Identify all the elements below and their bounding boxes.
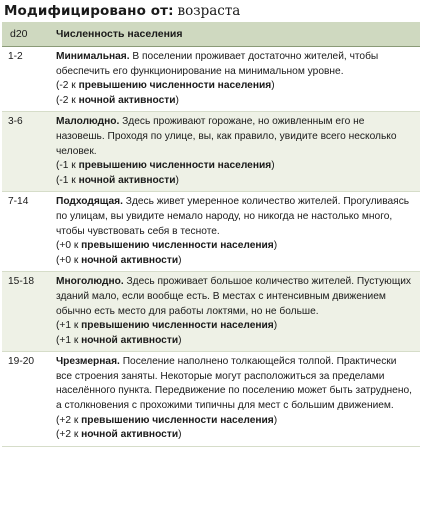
modifier-name: ночной активности	[81, 254, 179, 266]
description-text: Здесь проживают горожане, но оживленным его не назовешь. Проходя по улице, вы, как правило, увидите всего несколько человек.	[56, 116, 397, 157]
modifier-name: превышению численности населения	[81, 320, 274, 332]
modifier-overpopulation	[56, 79, 414, 94]
population-description	[48, 112, 420, 192]
modifier-night-activity	[56, 428, 414, 443]
modifier-overpopulation	[56, 159, 414, 174]
modifier-prefix: (+0 к	[56, 240, 82, 252]
modifier-night-activity	[56, 94, 414, 109]
modifier-suffix: )	[175, 174, 179, 186]
modifier-suffix: )	[178, 429, 182, 441]
population-level: Подходящая.	[56, 196, 123, 208]
modifier-name: ночной активности	[78, 94, 176, 106]
modifier-suffix: )	[271, 80, 275, 92]
population-level: Малолюдно.	[56, 116, 120, 128]
table-header-row	[2, 22, 420, 47]
population-level: Многолюдно.	[56, 276, 124, 288]
modifier-prefix: (-1 к	[56, 160, 79, 172]
modified-by-heading	[0, 0, 422, 22]
population-level: Минимальная.	[56, 51, 130, 62]
modifier-night-activity	[56, 334, 414, 349]
modifier-name: превышению численности населения	[78, 160, 272, 172]
modifier-suffix: )	[273, 320, 278, 332]
modifier-prefix: (-2 к	[56, 80, 79, 92]
column-header-population: Численность населения	[48, 22, 420, 47]
description-text: В поселении проживает достаточно жителей, чтобы обеспечить его функционирование на минимальном уровне.	[56, 51, 379, 77]
modifier-prefix: (+2 к	[56, 414, 82, 426]
roll-range: 1-2	[2, 47, 48, 112]
modifier-suffix: )	[273, 240, 278, 252]
modifier-suffix: )	[175, 94, 179, 106]
population-table	[2, 22, 420, 447]
population-description	[48, 192, 420, 272]
modifier-suffix: )	[178, 254, 182, 266]
modifier-overpopulation	[56, 319, 414, 334]
modifier-prefix: (-1 к	[56, 174, 79, 186]
population-level: Чрезмерная.	[56, 356, 120, 368]
modifier-prefix: (+2 к	[56, 429, 82, 441]
modified-by-value: возраста	[177, 3, 241, 19]
description-text: Здесь живет умеренное количество жителей. Прогуливаясь по улицам, вы увидите немало народу, но никогда не настолько много, чтобы чувствовать себя в тесноте.	[56, 196, 410, 237]
description-text: Здесь проживает большое количество жителей. Пустующих зданий мало, если вообще есть. В местах с интенсивным движением обычно есть место для работы локтями, но не больше.	[56, 276, 411, 317]
modifier-prefix: (+1 к	[56, 334, 82, 346]
modified-by-label: Модифицировано от:	[4, 3, 174, 19]
modifier-suffix: )	[178, 334, 182, 346]
modifier-overpopulation	[56, 414, 414, 429]
roll-range: 7-14	[2, 192, 48, 272]
table-row	[2, 112, 420, 192]
modifier-suffix: )	[271, 160, 275, 172]
table-row	[2, 47, 420, 112]
modifier-prefix: (-2 к	[56, 94, 79, 106]
modifier-overpopulation	[56, 239, 414, 254]
table-row	[2, 272, 420, 352]
population-description	[48, 272, 420, 352]
modifier-night-activity	[56, 174, 414, 189]
description-text: Поселение наполнено толкающейся толпой. Практически все строения заняты. Некоторые могут расположиться за пределами населённого пункта. Передвижение по поселению может быть затруднено, а столкновения с прохожими типичны для мест с большим движением.	[56, 356, 412, 412]
roll-range: 15-18	[2, 272, 48, 352]
table-row	[2, 192, 420, 272]
modifier-name: ночной активности	[81, 429, 179, 441]
roll-range: 3-6	[2, 112, 48, 192]
modifier-prefix: (+0 к	[56, 254, 82, 266]
modifier-night-activity	[56, 254, 414, 269]
population-description	[48, 47, 420, 112]
population-description	[48, 352, 420, 447]
modifier-name: превышению численности населения	[78, 80, 272, 92]
modifier-name: ночной активности	[78, 174, 176, 186]
modifier-name: превышению численности населения	[81, 414, 274, 426]
table-row	[2, 352, 420, 447]
modifier-name: ночной активности	[81, 334, 179, 346]
roll-range: 19-20	[2, 352, 48, 447]
modifier-prefix: (+1 к	[56, 320, 82, 332]
column-header-roll: d20	[2, 22, 48, 47]
modifier-name: превышению численности населения	[81, 240, 274, 252]
modifier-suffix: )	[273, 414, 278, 426]
